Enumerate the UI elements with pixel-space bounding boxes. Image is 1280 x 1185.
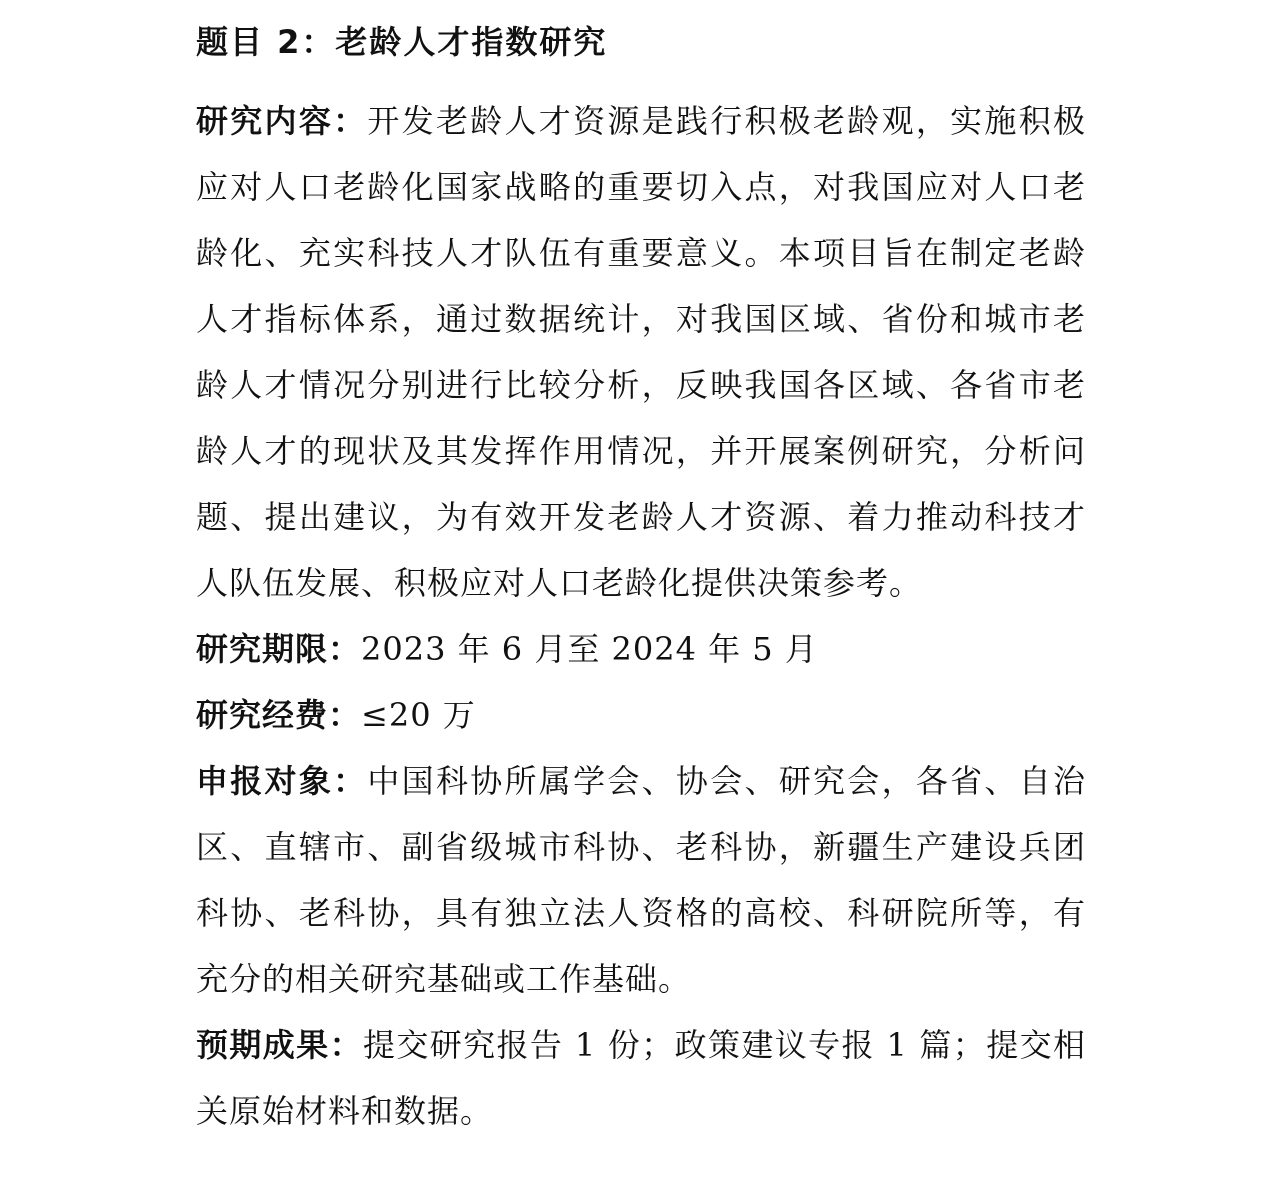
section-applicants [196, 748, 1086, 1012]
section-text: 提交研究报告 1 份；政策建议专报 1 篇；提交相关原始材料和数据。 [196, 1026, 1086, 1130]
section-research-funding [196, 682, 1086, 748]
section-label: 研究期限： [196, 630, 362, 668]
section-research-content [196, 88, 1086, 616]
section-text: 2023 年 6 月至 2024 年 5 月 [361, 630, 818, 668]
section-label: 研究内容： [196, 102, 368, 140]
section-label: 预期成果： [196, 1026, 363, 1064]
section-expected-results [196, 1012, 1086, 1144]
section-research-period [196, 616, 1086, 682]
document-title: 题目 2：老龄人才指数研究 [196, 23, 608, 61]
section-label: 研究经费： [196, 696, 362, 734]
document-page [196, 18, 1086, 1144]
section-text: 开发老龄人才资源是践行积极老龄观，实施积极应对人口老龄化国家战略的重要切入点，对我国应对人口老龄化、充实科技人才队伍有重要意义。本项目旨在制定老龄人才指标体系，通过数据统计，对我国区域、省份和城市老龄人才情况分别进行比较分析，反映我国各区域、各省市老龄人才的现状及其发挥作用情况，并开展案例研究，分析问题、提出建议，为有效开发老龄人才资源、着力推动科技才人队伍发展、积极应对人口老龄化提供决策参考。 [196, 102, 1086, 602]
section-text: ≤20 万 [361, 696, 476, 734]
section-text: 中国科协所属学会、协会、研究会，各省、自治区、直辖市、副省级城市科协、老科协，新疆生产建设兵团科协、老科协，具有独立法人资格的高校、科研院所等，有充分的相关研究基础或工作基础。 [196, 762, 1086, 998]
section-label: 申报对象： [196, 762, 368, 800]
